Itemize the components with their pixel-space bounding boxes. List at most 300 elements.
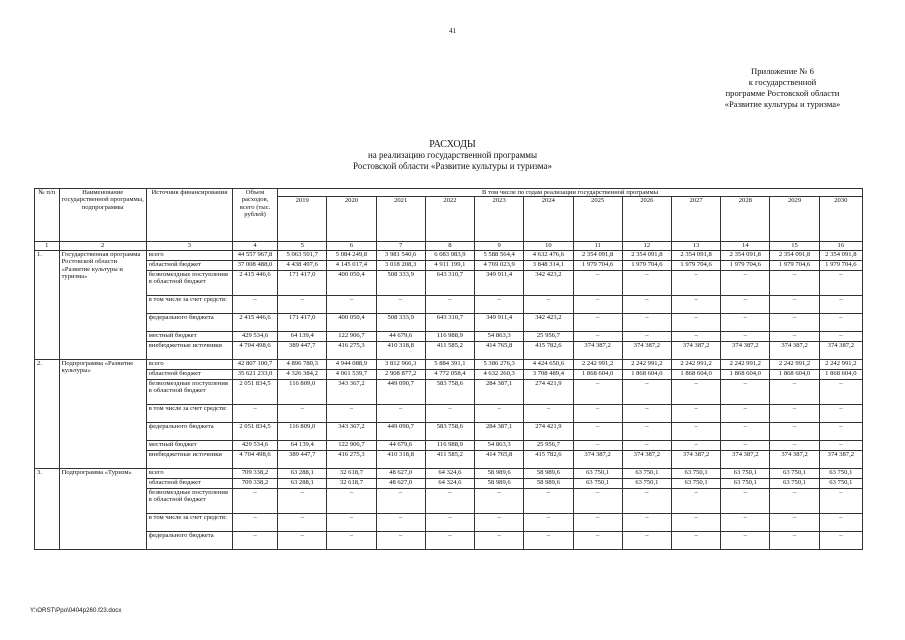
year-value: – xyxy=(524,404,573,422)
year-value: 274 421,9 xyxy=(524,422,573,440)
year-value: 122 906,7 xyxy=(327,440,376,450)
year-value: 58 989,6 xyxy=(475,478,524,488)
year-value: – xyxy=(425,295,474,313)
total-value: – xyxy=(232,531,277,549)
funding-source: всего xyxy=(146,359,232,369)
table-row xyxy=(35,404,863,422)
table-row xyxy=(35,531,863,549)
year-value: 411 585,2 xyxy=(425,450,474,468)
year-value: 583 758,6 xyxy=(425,422,474,440)
year-value: 416 275,3 xyxy=(327,341,376,359)
year-value: 342 423,2 xyxy=(524,270,573,295)
year-value: – xyxy=(721,331,770,341)
year-value: – xyxy=(622,440,671,450)
year-value: – xyxy=(376,513,425,531)
table-row xyxy=(35,379,863,404)
table-row xyxy=(35,295,863,313)
table-row xyxy=(35,513,863,531)
year-value: – xyxy=(819,270,862,295)
year-value: – xyxy=(819,513,862,531)
year-value: – xyxy=(573,331,622,341)
year-value: 5 386 276,3 xyxy=(475,359,524,369)
year-value: – xyxy=(475,531,524,549)
year-value: 343 367,2 xyxy=(327,422,376,440)
column-index: 12 xyxy=(622,242,671,250)
year-value: – xyxy=(278,513,327,531)
funding-source: всего xyxy=(146,468,232,478)
year-value: 1 868 604,0 xyxy=(819,369,862,379)
year-value: – xyxy=(475,513,524,531)
year-value: 508 333,9 xyxy=(376,270,425,295)
funding-source: областной бюджет xyxy=(146,260,232,270)
year-value: – xyxy=(721,422,770,440)
year-value: 48 627,0 xyxy=(376,478,425,488)
year-value: – xyxy=(376,531,425,549)
year-value: – xyxy=(573,422,622,440)
column-index-row xyxy=(35,242,863,250)
year-value: – xyxy=(278,531,327,549)
year-value: – xyxy=(671,513,720,531)
year-value: – xyxy=(721,440,770,450)
year-value: – xyxy=(671,331,720,341)
year-value: – xyxy=(622,313,671,331)
year-value: – xyxy=(819,379,862,404)
header-row xyxy=(35,189,863,197)
year-value: 3 812 966,3 xyxy=(376,359,425,369)
year-value: 4 061 539,7 xyxy=(327,369,376,379)
year-value: 4 632 476,6 xyxy=(524,250,573,260)
column-index: 4 xyxy=(232,242,277,250)
funding-source: областной бюджет xyxy=(146,369,232,379)
header-years-caption: В том числе по годам реализации государственной программы xyxy=(278,189,863,197)
funding-source: безвозмездные поступления в областной бюджет xyxy=(146,488,232,513)
funding-source: местный бюджет xyxy=(146,331,232,341)
year-value: – xyxy=(573,488,622,513)
table-row xyxy=(35,369,863,379)
column-index: 14 xyxy=(721,242,770,250)
year-value: – xyxy=(770,379,819,404)
year-value: – xyxy=(475,295,524,313)
table-row xyxy=(35,270,863,295)
funding-source: федерального бюджета xyxy=(146,313,232,331)
table-row xyxy=(35,440,863,450)
year-value: – xyxy=(770,422,819,440)
total-value: – xyxy=(232,404,277,422)
year-value: 63 288,1 xyxy=(278,468,327,478)
year-value: 415 782,6 xyxy=(524,341,573,359)
year-value: 58 989,6 xyxy=(475,468,524,478)
year-value: 63 750,1 xyxy=(622,478,671,488)
year-value: 1 979 704,6 xyxy=(819,260,862,270)
year-value: – xyxy=(819,404,862,422)
year-value: 63 750,1 xyxy=(819,468,862,478)
year-value: 410 318,8 xyxy=(376,450,425,468)
table-head xyxy=(35,189,863,251)
column-index: 2 xyxy=(59,242,146,250)
header-year: 2023 xyxy=(475,197,524,242)
year-value: 374 387,2 xyxy=(770,341,819,359)
year-value: – xyxy=(475,488,524,513)
funding-source: безвозмездные поступления в областной бюджет xyxy=(146,270,232,295)
year-value: 1 868 604,0 xyxy=(721,369,770,379)
table-body xyxy=(35,250,863,549)
total-value: 429 534,6 xyxy=(232,440,277,450)
year-value: 284 387,1 xyxy=(475,379,524,404)
table-row xyxy=(35,488,863,513)
appendix-line: «Развитие культуры и туризма» xyxy=(724,99,841,109)
header-source: Источник финансирования xyxy=(146,189,232,242)
year-value: 2 354 091,8 xyxy=(622,250,671,260)
funding-source: всего xyxy=(146,250,232,260)
header-year: 2020 xyxy=(327,197,376,242)
year-value: 1 868 604,0 xyxy=(671,369,720,379)
year-value: 374 387,2 xyxy=(671,450,720,468)
year-value: – xyxy=(425,513,474,531)
total-value: 2 415 446,6 xyxy=(232,313,277,331)
table-row xyxy=(35,260,863,270)
year-value: 2 242 991,2 xyxy=(721,359,770,369)
year-value: 643 310,7 xyxy=(425,270,474,295)
year-value: – xyxy=(622,513,671,531)
appendix-line: Приложение № 6 xyxy=(751,66,814,76)
year-value: – xyxy=(573,531,622,549)
total-value: 4 704 498,6 xyxy=(232,450,277,468)
year-value: 116 809,0 xyxy=(278,422,327,440)
year-value: – xyxy=(376,488,425,513)
year-value: – xyxy=(770,440,819,450)
year-value: – xyxy=(327,295,376,313)
year-value: 64 139,4 xyxy=(278,440,327,450)
year-value: – xyxy=(524,488,573,513)
year-value: 2 354 091,8 xyxy=(770,250,819,260)
header-volume: Объем расходов, всего (тыс. рублей) xyxy=(232,189,277,242)
expenses-table xyxy=(34,188,863,550)
header-year: 2027 xyxy=(671,197,720,242)
year-value: 25 956,7 xyxy=(524,331,573,341)
year-value: 116 988,9 xyxy=(425,331,474,341)
year-value: 2 354 091,8 xyxy=(721,250,770,260)
year-value: 4 632 260,3 xyxy=(475,369,524,379)
column-index: 13 xyxy=(671,242,720,250)
column-index: 11 xyxy=(573,242,622,250)
total-value: – xyxy=(232,488,277,513)
funding-source: внебюджетные источники xyxy=(146,450,232,468)
year-value: 63 750,1 xyxy=(721,478,770,488)
funding-source: в том числе за счет средств: xyxy=(146,513,232,531)
year-value: 2 242 991,2 xyxy=(770,359,819,369)
year-value: 374 387,2 xyxy=(770,450,819,468)
year-value: 389 447,7 xyxy=(278,450,327,468)
table-row xyxy=(35,478,863,488)
year-value: – xyxy=(819,331,862,341)
year-value: 3 708 489,4 xyxy=(524,369,573,379)
year-value: – xyxy=(671,313,720,331)
funding-source: федерального бюджета xyxy=(146,531,232,549)
year-value: – xyxy=(622,488,671,513)
year-value: – xyxy=(524,531,573,549)
year-value: 63 750,1 xyxy=(819,478,862,488)
title-line-3: Ростовской области «Развитие культуры и туризма» xyxy=(353,161,552,171)
year-value: – xyxy=(425,531,474,549)
year-value: 1 979 704,6 xyxy=(622,260,671,270)
year-value: 3 018 208,3 xyxy=(376,260,425,270)
year-value: – xyxy=(327,488,376,513)
year-value: 400 050,4 xyxy=(327,313,376,331)
year-value: 4 438 497,6 xyxy=(278,260,327,270)
year-value: 374 387,2 xyxy=(622,450,671,468)
title-line-1: РАСХОДЫ xyxy=(429,139,476,150)
year-value: 4 769 023,9 xyxy=(475,260,524,270)
year-value: – xyxy=(278,488,327,513)
year-value: – xyxy=(573,313,622,331)
header-year: 2021 xyxy=(376,197,425,242)
year-value: – xyxy=(671,295,720,313)
year-value: 414 765,8 xyxy=(475,450,524,468)
year-value: 349 911,4 xyxy=(475,270,524,295)
year-value: 416 275,3 xyxy=(327,450,376,468)
table-row xyxy=(35,250,863,260)
year-value: – xyxy=(622,404,671,422)
year-value: 5 588 564,4 xyxy=(475,250,524,260)
year-value: 25 956,7 xyxy=(524,440,573,450)
year-value: 583 758,6 xyxy=(425,379,474,404)
year-value: 3 981 540,6 xyxy=(376,250,425,260)
year-value: – xyxy=(573,513,622,531)
year-value: 64 324,6 xyxy=(425,478,474,488)
funding-source: в том числе за счет средств: xyxy=(146,404,232,422)
year-value: 116 809,0 xyxy=(278,379,327,404)
year-value: – xyxy=(721,295,770,313)
column-index: 9 xyxy=(475,242,524,250)
year-value: 122 906,7 xyxy=(327,331,376,341)
year-value: 32 618,7 xyxy=(327,468,376,478)
year-value: 643 310,7 xyxy=(425,313,474,331)
year-value: 349 911,4 xyxy=(475,313,524,331)
year-value: 63 750,1 xyxy=(770,478,819,488)
file-path-footer: Y:\ORST\Ppo\0404p260.f23.docx xyxy=(30,607,122,614)
funding-source: местный бюджет xyxy=(146,440,232,450)
year-value: 58 989,6 xyxy=(524,468,573,478)
year-value: 63 750,1 xyxy=(671,468,720,478)
program-name: Подпрограмма «Развитие культуры» xyxy=(59,359,146,468)
header-year: 2022 xyxy=(425,197,474,242)
year-value: 4 911 199,1 xyxy=(425,260,474,270)
year-value: – xyxy=(622,295,671,313)
total-value: 42 807 100,7 xyxy=(232,359,277,369)
year-value: 374 387,2 xyxy=(573,341,622,359)
year-value: – xyxy=(425,404,474,422)
year-value: 374 387,2 xyxy=(721,341,770,359)
title-line-2: на реализацию государственной программы xyxy=(367,150,538,160)
year-value: 54 863,3 xyxy=(475,331,524,341)
year-value: 449 090,7 xyxy=(376,379,425,404)
appendix-line: программе Ростовской области xyxy=(725,88,840,98)
total-value: – xyxy=(232,513,277,531)
year-value: 374 387,2 xyxy=(671,341,720,359)
year-value: – xyxy=(573,379,622,404)
year-value: 2 908 877,2 xyxy=(376,369,425,379)
header-year: 2025 xyxy=(573,197,622,242)
year-value: – xyxy=(770,313,819,331)
year-value: 64 324,6 xyxy=(425,468,474,478)
total-value: 44 557 967,8 xyxy=(232,250,277,260)
year-value: 6 083 083,9 xyxy=(425,250,474,260)
year-value: 415 782,6 xyxy=(524,450,573,468)
year-value: – xyxy=(622,270,671,295)
header-year: 2026 xyxy=(622,197,671,242)
year-value: 171 417,0 xyxy=(278,270,327,295)
total-value: 709 338,2 xyxy=(232,468,277,478)
year-value: 5 884 391,1 xyxy=(425,359,474,369)
year-value: 274 421,9 xyxy=(524,379,573,404)
year-value: 2 354 091,8 xyxy=(819,250,862,260)
year-value: – xyxy=(819,488,862,513)
year-value: 2 242 991,2 xyxy=(622,359,671,369)
year-value: 4 424 650,6 xyxy=(524,359,573,369)
year-value: – xyxy=(819,440,862,450)
year-value: 374 387,2 xyxy=(721,450,770,468)
year-value: 44 679,6 xyxy=(376,331,425,341)
funding-source: безвозмездные поступления в областной бюджет xyxy=(146,379,232,404)
table-row xyxy=(35,450,863,468)
total-value: 35 621 233,0 xyxy=(232,369,277,379)
year-value: – xyxy=(573,295,622,313)
header-year: 2028 xyxy=(721,197,770,242)
year-value: – xyxy=(721,270,770,295)
year-value: 1 868 604,0 xyxy=(770,369,819,379)
year-value: 411 585,2 xyxy=(425,341,474,359)
year-value: – xyxy=(425,488,474,513)
year-value: 5 063 501,7 xyxy=(278,250,327,260)
year-value: – xyxy=(770,513,819,531)
header-year: 2030 xyxy=(819,197,862,242)
year-value: 63 750,1 xyxy=(622,468,671,478)
year-value: – xyxy=(573,440,622,450)
year-value: – xyxy=(770,404,819,422)
funding-source: в том числе за счет средств: xyxy=(146,295,232,313)
year-value: 1 868 604,0 xyxy=(622,369,671,379)
year-value: 63 750,1 xyxy=(573,478,622,488)
year-value: – xyxy=(278,295,327,313)
year-value: 4 772 058,4 xyxy=(425,369,474,379)
year-value: 1 868 604,0 xyxy=(573,369,622,379)
table-row xyxy=(35,313,863,331)
year-value: 2 242 991,2 xyxy=(671,359,720,369)
table-row xyxy=(35,341,863,359)
year-value: 374 387,2 xyxy=(819,450,862,468)
year-value: 1 979 704,6 xyxy=(721,260,770,270)
total-value: – xyxy=(232,295,277,313)
year-value: 3 848 314,1 xyxy=(524,260,573,270)
year-value: 4 896 780,3 xyxy=(278,359,327,369)
year-value: – xyxy=(622,531,671,549)
year-value: – xyxy=(671,422,720,440)
year-value: 2 354 091,8 xyxy=(573,250,622,260)
year-value: – xyxy=(622,331,671,341)
year-value: 1 979 704,6 xyxy=(770,260,819,270)
year-value: – xyxy=(819,422,862,440)
year-value: 2 242 991,2 xyxy=(819,359,862,369)
year-value: – xyxy=(671,404,720,422)
year-value: 342 423,2 xyxy=(524,313,573,331)
year-value: – xyxy=(524,513,573,531)
table-row xyxy=(35,468,863,478)
year-value: – xyxy=(327,531,376,549)
year-value: 343 367,2 xyxy=(327,379,376,404)
total-value: 2 051 834,5 xyxy=(232,422,277,440)
year-value: – xyxy=(573,270,622,295)
year-value: – xyxy=(622,379,671,404)
year-value: – xyxy=(671,270,720,295)
funding-source: федерального бюджета xyxy=(146,422,232,440)
total-value: 37 008 488,0 xyxy=(232,260,277,270)
header-num: № п/п xyxy=(35,189,60,242)
column-index: 3 xyxy=(146,242,232,250)
year-value: 1 979 704,6 xyxy=(573,260,622,270)
year-value: 374 387,2 xyxy=(622,341,671,359)
year-value: – xyxy=(721,313,770,331)
year-value: 32 618,7 xyxy=(327,478,376,488)
year-value: 63 750,1 xyxy=(770,468,819,478)
year-value: – xyxy=(622,422,671,440)
year-value: 2 242 991,2 xyxy=(573,359,622,369)
year-value: – xyxy=(770,331,819,341)
header-year: 2029 xyxy=(770,197,819,242)
year-value: 64 139,4 xyxy=(278,331,327,341)
header-year: 2019 xyxy=(278,197,327,242)
year-value: 63 750,1 xyxy=(573,468,622,478)
year-value: 54 863,3 xyxy=(475,440,524,450)
program-name: Подпрограмма «Туризм» xyxy=(59,468,146,549)
year-value: – xyxy=(770,295,819,313)
year-value: 284 387,1 xyxy=(475,422,524,440)
year-value: 4 326 384,2 xyxy=(278,369,327,379)
year-value: – xyxy=(819,295,862,313)
year-value: – xyxy=(770,488,819,513)
total-value: 4 704 498,6 xyxy=(232,341,277,359)
year-value: – xyxy=(721,513,770,531)
year-value: 116 988,9 xyxy=(425,440,474,450)
year-value: 374 387,2 xyxy=(819,341,862,359)
year-value: – xyxy=(819,313,862,331)
year-value: 449 090,7 xyxy=(376,422,425,440)
year-value: – xyxy=(721,404,770,422)
year-value: 414 765,8 xyxy=(475,341,524,359)
year-value: 171 417,0 xyxy=(278,313,327,331)
year-value: – xyxy=(671,531,720,549)
total-value: 709 338,2 xyxy=(232,478,277,488)
year-value: – xyxy=(819,531,862,549)
year-value: – xyxy=(671,379,720,404)
year-value: 63 750,1 xyxy=(721,468,770,478)
year-value: 4 145 017,4 xyxy=(327,260,376,270)
column-index: 6 xyxy=(327,242,376,250)
year-value: – xyxy=(376,295,425,313)
total-value: 429 534,6 xyxy=(232,331,277,341)
year-value: 389 447,7 xyxy=(278,341,327,359)
program-number: 1. xyxy=(35,250,60,359)
year-value: – xyxy=(721,488,770,513)
year-value: – xyxy=(524,295,573,313)
column-index: 15 xyxy=(770,242,819,250)
page-number: 41 xyxy=(449,27,456,35)
year-value: 63 288,1 xyxy=(278,478,327,488)
program-number: 2. xyxy=(35,359,60,468)
year-value: – xyxy=(278,404,327,422)
document-title xyxy=(0,139,905,172)
year-value: – xyxy=(671,440,720,450)
year-value: – xyxy=(573,404,622,422)
